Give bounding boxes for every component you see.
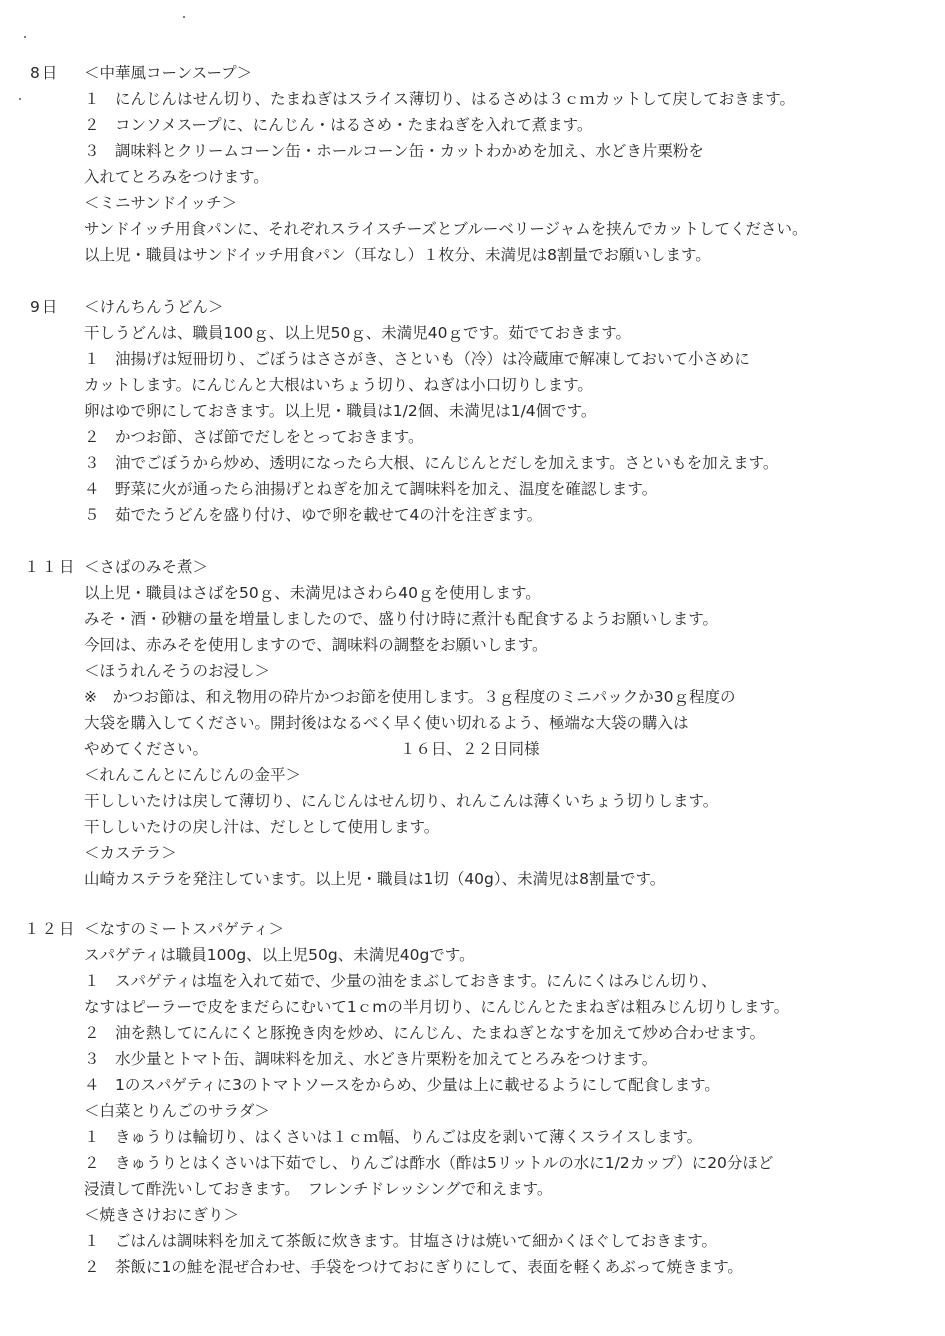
instruction-line: 干しうどんは、職員100ｇ、以上児50ｇ、未満児40ｇです。茹でておきます。: [84, 324, 632, 342]
instruction-line: カットします。にんじんと大根はいちょう切り、ねぎは小口切りします。: [84, 376, 593, 394]
same-as-note: １６日、２２日同様: [400, 740, 540, 758]
dish-heading: ＜なすのミートスパゲティ＞: [84, 920, 285, 938]
instruction-line: やめてください。: [84, 740, 209, 758]
scan-speck: [19, 98, 21, 100]
instruction-line: 浸漬して酢洗いしておきます。 フレンチドレッシングで和えます。: [84, 1180, 553, 1198]
dish-heading: ＜ほうれんそうのお浸し＞: [84, 662, 271, 680]
scan-speck: [24, 36, 26, 38]
day-label: 9日: [30, 298, 60, 316]
dish-heading: ＜焼きさけおにぎり＞: [84, 1206, 240, 1224]
instruction-line: ２ きゅうりとはくさいは下茹でし、りんごは酢水（酢は5リットルの水に1/2カップ）に20分ほど: [84, 1154, 774, 1172]
scan-speck: [183, 16, 185, 18]
dish-heading: ＜カステラ＞: [84, 844, 177, 862]
instruction-line: ３ 調味料とクリームコーン缶・ホールコーン缶・カットわかめを加え、水どき片栗粉を: [84, 142, 704, 160]
dish-heading: ＜れんこんとにんじんの金平＞: [84, 766, 302, 784]
instruction-line: ２ コンソメスープに、にんじん・はるさめ・たまねぎを入れて煮ます。: [84, 116, 593, 134]
instruction-line: １ ごはんは調味料を加えて茶飯に炊きます。甘塩さけは焼いて細かくほぐしておきます。: [84, 1232, 718, 1250]
instruction-line: ３ 油でごぼうから炒め、透明になったら大根、にんじんとだしを加えます。さといもを加えます。: [84, 454, 779, 472]
day-label: １２日: [24, 920, 77, 938]
instruction-line: ５ 茹でたうどんを盛り付け、ゆで卵を載せて4の汁を注ぎます。: [84, 506, 543, 524]
dish-heading: ＜けんちんうどん＞: [84, 298, 224, 316]
dish-heading: ＜白菜とりんごのサラダ＞: [84, 1102, 270, 1120]
dish-heading: ＜さばのみそ煮＞: [84, 558, 209, 576]
dish-heading: ＜中華風コーンスープ＞: [84, 64, 253, 82]
instruction-line: １ 油揚げは短冊切り、ごぼうはささがき、さといも（冷）は冷蔵庫で解凍しておいて小さめに: [84, 350, 750, 368]
day-label: １１日: [24, 558, 77, 576]
instruction-line: ４ 1のスパゲティに3のトマトソースをからめ、少量は上に載せるようにして配食します。: [84, 1076, 720, 1094]
instruction-line: ２ 油を熱してにんにくと豚挽き肉を炒め、にんじん、たまねぎとなすを加えて炒め合わせます。: [84, 1024, 766, 1042]
day-label: 8日: [30, 64, 60, 82]
dish-heading: ＜ミニサンドイッチ＞: [84, 194, 238, 212]
instruction-line: 卵はゆで卵にしておきます。以上児・職員は1/2個、未満児は1/4個です。: [84, 402, 597, 420]
instruction-line: 以上児・職員はサンドイッチ用食パン（耳なし）１枚分、未満児は8割量でお願いします。: [84, 246, 711, 264]
instruction-line: みそ・酒・砂糖の量を増量しましたので、盛り付け時に煮汁も配食するようお願いします。: [84, 610, 718, 628]
instruction-line: 大袋を購入してください。開封後はなるべく早く使い切れるよう、極端な大袋の購入は: [84, 714, 689, 732]
instruction-line: ２ かつお節、さば節でだしをとっておきます。: [84, 428, 424, 446]
instruction-line: 以上児・職員はさばを50ｇ、未満児はさわら40ｇを使用します。: [84, 584, 541, 602]
instruction-line: １ きゅうりは輪切り、はくさいは１ｃｍ幅、りんごは皮を剥いて薄くスライスします。: [84, 1128, 703, 1146]
instruction-line: ４ 野菜に火が通ったら油揚げとねぎを加えて調味料を加え、温度を確認します。: [84, 480, 658, 498]
instruction-line: 入れてとろみをつけます。: [84, 168, 269, 186]
instruction-line: 干ししいたけの戻し汁は、だしとして使用します。: [84, 818, 440, 836]
instruction-line: サンドイッチ用食パンに、それぞれスライスチーズとブルーベリージャムを挟んでカットしてください。: [84, 220, 808, 238]
instruction-line: ２ 茶飯に1の鮭を混ぜ合わせ、手袋をつけておにぎりにして、表面を軽くあぶって焼きます。: [84, 1258, 743, 1276]
instruction-line: スパゲティは職員100g、以上児50g、未満児40gです。: [84, 946, 475, 964]
instruction-line: ※ かつお節は、和え物用の砕片かつお節を使用します。３ｇ程度のミニパックか30ｇ程度の: [84, 688, 736, 706]
instruction-line: なすはピーラーで皮をまだらにむいて1ｃmの半月切り、にんじんとたまねぎは粗みじん切りします。: [84, 998, 790, 1016]
instruction-line: 山崎カステラを発注しています。以上児・職員は1切（40g）、未満児は8割量です。: [84, 870, 666, 888]
instruction-line: 干ししいたけは戻して薄切り、にんじんはせん切り、れんこんは薄くいちょう切りします。: [84, 792, 719, 810]
instruction-line: １ スパゲティは塩を入れて茹で、少量の油をまぶしておきます。にんにくはみじん切り、: [84, 972, 717, 990]
instruction-line: ３ 水少量とトマト缶、調味料を加え、水どき片栗粉を加えてとろみをつけます。: [84, 1050, 658, 1068]
instruction-line: １ にんじんはせん切り、たまねぎはスライス薄切り、はるさめは３ｃｍカットして戻しておきます。: [84, 90, 795, 108]
instruction-line: 今回は、赤みそを使用しますので、調味料の調整をお願いします。: [84, 636, 548, 654]
